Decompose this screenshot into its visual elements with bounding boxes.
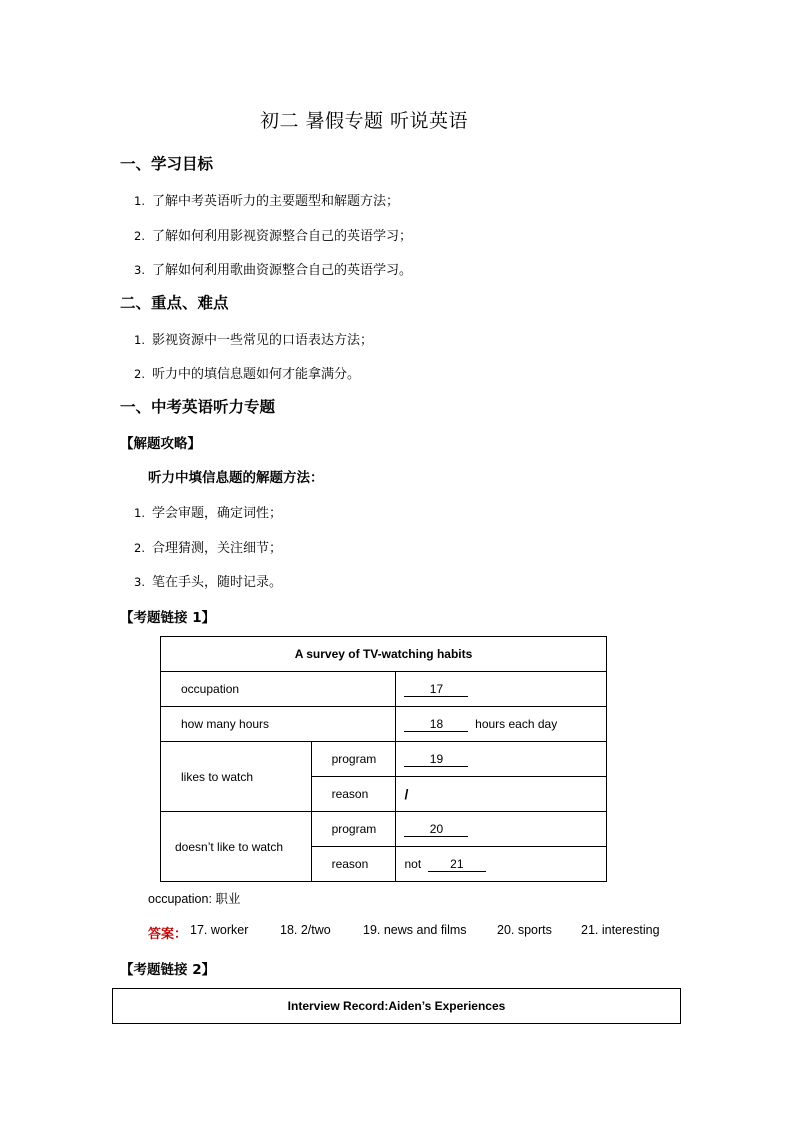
list-text: 了解中考英语听力的主要题型和解题方法；	[152, 194, 400, 209]
list-text: 影视资源中一些常见的口语表达方法；	[152, 333, 374, 348]
strategy-label: 【解题攻略】	[120, 436, 201, 452]
list-text: 了解如何利用歌曲资源整合自己的英语学习。	[152, 263, 413, 278]
likes-label: likes to watch	[161, 742, 312, 812]
answer-20: 20. sports	[497, 923, 552, 937]
list-number: 2.	[134, 367, 145, 381]
dislikes-program-cell	[396, 812, 607, 847]
answer-17: 17. worker	[190, 923, 249, 937]
list-number: 1.	[134, 506, 145, 520]
hours-suffix: hours each day	[475, 716, 558, 731]
list-text: 笔在手头，随时记录。	[152, 575, 283, 590]
list-item	[134, 329, 373, 348]
list-number: 3.	[134, 575, 145, 589]
dislikes-reason-cell	[396, 847, 607, 882]
list-item	[134, 363, 360, 382]
dislikes-program-label: program	[311, 812, 396, 847]
blank-19: 19	[404, 752, 468, 767]
answer-21: 21. interesting	[581, 923, 660, 937]
answer-19: 19. news and films	[363, 923, 467, 937]
section-heading-goals: 一、学习目标	[120, 155, 214, 173]
survey-table-title: A survey of TV-watching habits	[161, 637, 607, 672]
blank-17: 17	[404, 682, 468, 697]
blank-21: 21	[428, 857, 486, 872]
page-title: 初二 暑假专题 听说英语	[259, 110, 469, 132]
list-item	[134, 537, 282, 556]
likes-reason-label: reason	[311, 777, 396, 812]
vocabulary-note: occupation: 职业	[148, 892, 241, 906]
list-text: 了解如何利用影视资源整合自己的英语学习；	[152, 229, 413, 244]
list-number: 2.	[134, 541, 145, 555]
blank-20: 20	[404, 822, 468, 837]
interview-table	[112, 988, 681, 1024]
list-text: 学会审题，确定词性；	[152, 506, 283, 521]
survey-table	[160, 636, 607, 882]
list-item	[134, 259, 412, 278]
exam-link-2-label: 【考题链接 2】	[120, 962, 216, 978]
list-number: 1.	[134, 333, 145, 347]
hours-label: how many hours	[161, 707, 396, 742]
dislikes-reason-label: reason	[311, 847, 396, 882]
occupation-cell	[396, 672, 607, 707]
exam-link-1-label: 【考题链接 1】	[120, 610, 216, 626]
list-item	[134, 190, 399, 209]
answer-18: 18. 2/two	[280, 923, 331, 937]
likes-program-label: program	[311, 742, 396, 777]
list-number: 3.	[134, 263, 145, 277]
hours-cell	[396, 707, 607, 742]
list-number: 2.	[134, 229, 145, 243]
occupation-label: occupation	[161, 672, 396, 707]
likes-reason-value: /	[396, 777, 607, 812]
list-number: 1.	[134, 194, 145, 208]
answers-row	[148, 923, 708, 943]
section-heading-key-points: 二、重点、难点	[120, 294, 229, 312]
dislikes-reason-prefix: not	[404, 856, 422, 871]
list-item	[134, 225, 412, 244]
list-text: 合理猜测，关注细节；	[152, 541, 283, 556]
blank-18: 18	[404, 717, 468, 732]
answers-label: 答案：	[148, 927, 188, 942]
list-item	[134, 502, 282, 521]
list-item	[134, 571, 282, 590]
strategy-subheading: 听力中填信息题的解题方法：	[148, 470, 324, 486]
section-heading-listening: 一、中考英语听力专题	[120, 398, 276, 416]
dislikes-label: doesn’t like to watch	[161, 812, 312, 882]
list-text: 听力中的填信息题如何才能拿满分。	[152, 367, 361, 382]
interview-table-title: Interview Record:Aiden’s Experiences	[113, 989, 681, 1024]
likes-program-cell	[396, 742, 607, 777]
